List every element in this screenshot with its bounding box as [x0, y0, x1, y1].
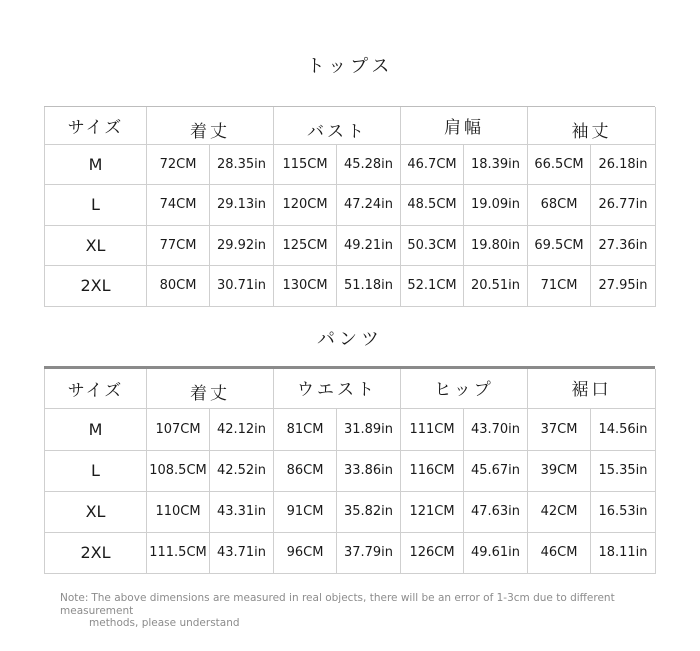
table-cell: 27.36in [591, 225, 656, 265]
size-header: サイズ [45, 369, 147, 408]
table-cell: 16.53in [591, 491, 656, 532]
size-label: M [45, 408, 147, 450]
size-label: 2XL [45, 265, 147, 306]
table-cell: 130CM [274, 265, 337, 306]
table-cell: 35.82in [337, 491, 401, 532]
table-cell: 19.09in [464, 184, 528, 225]
table-cell: 43.71in [210, 532, 274, 573]
table-cell: 29.92in [210, 225, 274, 265]
group-header-shoulder: 肩幅 [401, 107, 528, 144]
table-cell: 107CM [147, 408, 210, 450]
table-row [45, 450, 656, 491]
table-cell: 52.1CM [401, 265, 464, 306]
table-cell: 27.95in [591, 265, 656, 306]
tops-size-table [44, 107, 656, 307]
table-cell: 116CM [401, 450, 464, 491]
table-cell: 42.12in [210, 408, 274, 450]
table-cell: 120CM [274, 184, 337, 225]
table-cell: 46CM [528, 532, 591, 573]
table-cell: 14.56in [591, 408, 656, 450]
table-cell: 47.24in [337, 184, 401, 225]
table-cell: 19.80in [464, 225, 528, 265]
group-header-waist: ウエスト [274, 369, 401, 408]
table-cell: 43.31in [210, 491, 274, 532]
table-cell: 29.13in [210, 184, 274, 225]
size-label: M [45, 144, 147, 184]
size-label: 2XL [45, 532, 147, 573]
table-cell: 115CM [274, 144, 337, 184]
group-header-sleeve: 袖丈 [528, 107, 656, 144]
table-cell: 74CM [147, 184, 210, 225]
table-cell: 30.71in [210, 265, 274, 306]
table-cell: 26.77in [591, 184, 656, 225]
table-row [45, 491, 656, 532]
measurement-note [60, 592, 660, 630]
size-label: XL [45, 491, 147, 532]
group-header-hip: ヒップ [401, 369, 528, 408]
table-cell: 15.35in [591, 450, 656, 491]
table-cell: 108.5CM [147, 450, 210, 491]
table-cell: 66.5CM [528, 144, 591, 184]
size-header: サイズ [45, 107, 147, 144]
size-label: XL [45, 225, 147, 265]
table-cell: 28.35in [210, 144, 274, 184]
note-label: Note: [60, 592, 89, 604]
table-cell: 18.11in [591, 532, 656, 573]
table-cell: 81CM [274, 408, 337, 450]
table-cell: 37.79in [337, 532, 401, 573]
table-cell: 48.5CM [401, 184, 464, 225]
table-cell: 126CM [401, 532, 464, 573]
table-cell: 96CM [274, 532, 337, 573]
table-cell: 45.67in [464, 450, 528, 491]
table-cell: 51.18in [337, 265, 401, 306]
table-cell: 20.51in [464, 265, 528, 306]
size-label: L [45, 450, 147, 491]
group-header-hem: 裾口 [528, 369, 656, 408]
table-cell: 33.86in [337, 450, 401, 491]
table-cell: 49.21in [337, 225, 401, 265]
table-cell: 31.89in [337, 408, 401, 450]
note-text-2: methods, please understand [89, 617, 240, 629]
note-line-1 [60, 592, 660, 617]
table-row [45, 532, 656, 573]
note-text-1: The above dimensions are measured in real objects, there will be an error of 1-3cm due to different measurement [60, 592, 615, 617]
table-cell: 71CM [528, 265, 591, 306]
pants-title: パンツ [317, 329, 383, 350]
table-cell: 68CM [528, 184, 591, 225]
group-header-length: 着丈 [147, 369, 274, 408]
table-cell: 86CM [274, 450, 337, 491]
pants-size-table [44, 369, 656, 574]
table-cell: 39CM [528, 450, 591, 491]
table-row [45, 225, 656, 265]
size-label: L [45, 184, 147, 225]
table-cell: 43.70in [464, 408, 528, 450]
table-cell: 80CM [147, 265, 210, 306]
table-row [45, 408, 656, 450]
tops-title: トップス [306, 56, 394, 77]
table-cell: 77CM [147, 225, 210, 265]
table-row [45, 265, 656, 306]
table-cell: 45.28in [337, 144, 401, 184]
table-cell: 91CM [274, 491, 337, 532]
table-cell: 111.5CM [147, 532, 210, 573]
table-cell: 18.39in [464, 144, 528, 184]
note-line-2 [60, 617, 660, 630]
table-cell: 47.63in [464, 491, 528, 532]
group-header-bust: バスト [274, 107, 401, 144]
table-cell: 42.52in [210, 450, 274, 491]
table-cell: 121CM [401, 491, 464, 532]
table-cell: 110CM [147, 491, 210, 532]
table-cell: 111CM [401, 408, 464, 450]
table-cell: 50.3CM [401, 225, 464, 265]
table-row [45, 184, 656, 225]
table-cell: 46.7CM [401, 144, 464, 184]
table-cell: 42CM [528, 491, 591, 532]
group-header-length: 着丈 [147, 107, 274, 144]
table-cell: 37CM [528, 408, 591, 450]
table-cell: 49.61in [464, 532, 528, 573]
table-row [45, 144, 656, 184]
table-cell: 69.5CM [528, 225, 591, 265]
table-cell: 125CM [274, 225, 337, 265]
table-cell: 26.18in [591, 144, 656, 184]
table-cell: 72CM [147, 144, 210, 184]
